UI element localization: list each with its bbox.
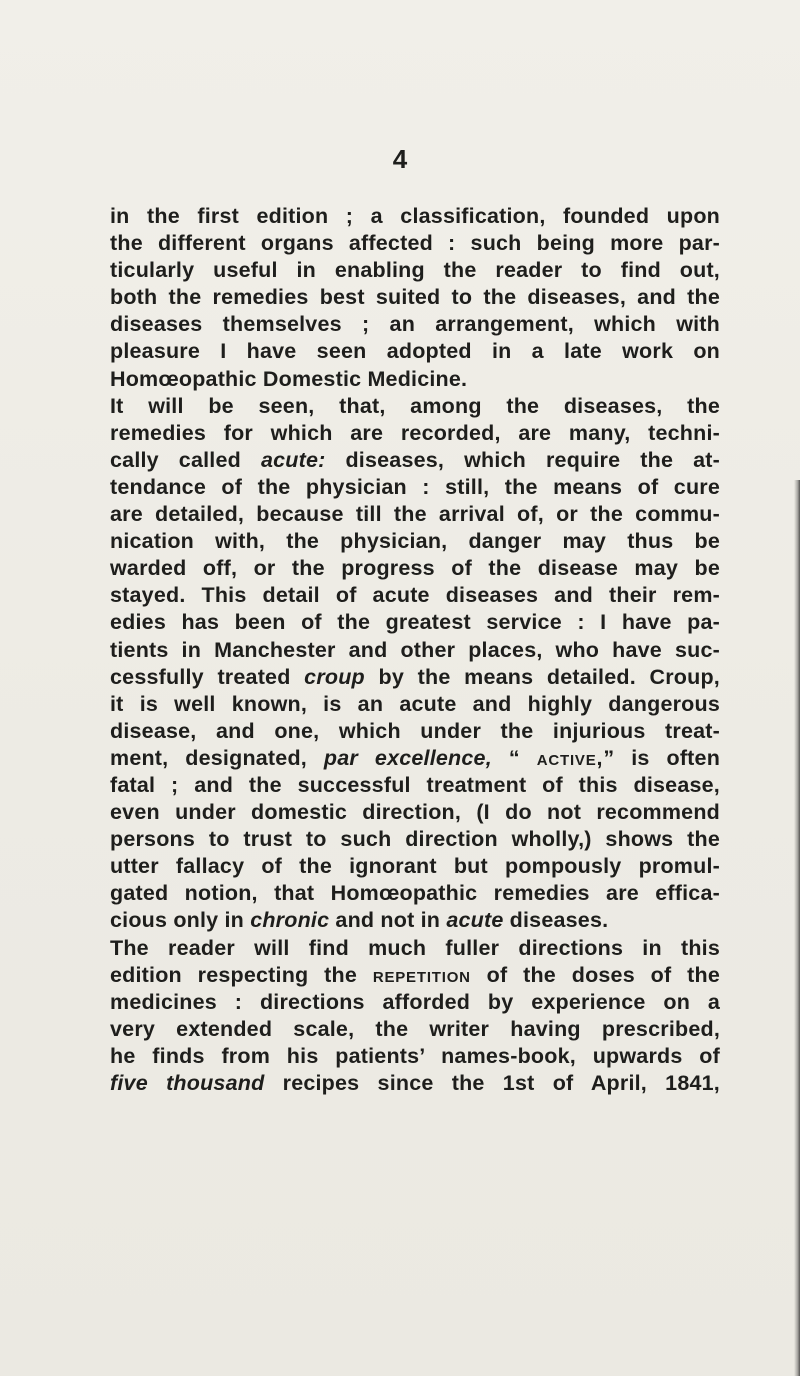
text-line (110, 501, 720, 528)
text-segment: ment, designated, (110, 745, 324, 770)
text-line (110, 880, 720, 907)
text-segment: edies has been of the greatest service : I have pa- (110, 610, 720, 635)
text-segment: ticularly useful in enabling the reader to find out, (110, 258, 720, 283)
text-line (110, 420, 720, 447)
text-segment: in the first edition ; a classification, founded upon (110, 204, 720, 228)
italic-text: acute: (260, 447, 326, 472)
text-line (110, 474, 720, 501)
italic-text: five thousand (110, 1071, 265, 1095)
text-line (110, 366, 720, 393)
text-line (110, 528, 720, 555)
text-line (110, 718, 720, 745)
text-segment: disease, and one, which under the injurious treat- (110, 718, 720, 743)
text-segment: The reader will find much fuller directions in this (110, 935, 720, 960)
text-line (110, 1043, 720, 1070)
text-line (110, 853, 720, 880)
text-segment: cally called (110, 447, 261, 472)
text-line (110, 826, 720, 853)
text-line (110, 284, 720, 311)
body-text (110, 203, 720, 1097)
page-edge-shadow (794, 480, 800, 1376)
text-segment: even under domestic direction, (I do not recommend (110, 800, 720, 825)
text-line (110, 230, 720, 257)
text-line (110, 393, 720, 420)
text-line (110, 203, 720, 230)
text-line (110, 1070, 720, 1097)
text-segment: It will be seen, that, among the diseases, the (110, 393, 720, 418)
text-line (110, 447, 720, 474)
text-line (110, 311, 720, 338)
text-line (110, 582, 720, 609)
text-line (110, 609, 720, 636)
text-segment: remedies for which are recorded, are many, techni- (110, 420, 720, 445)
text-segment: cessfully treated (110, 664, 305, 689)
text-line (110, 989, 720, 1016)
text-segment: he finds from his patients’ names-book, upwards of (110, 1043, 720, 1068)
page-number: 4 (392, 144, 408, 174)
text-segment: it is well known, is an acute and highly dangerous (110, 691, 720, 716)
italic-text: acute (446, 908, 504, 933)
text-segment: Homœopathic Domestic Medicine. (110, 366, 468, 391)
text-line (110, 338, 720, 365)
text-segment: the different organs affected : such being more par- (110, 231, 720, 256)
text-segment: very extended scale, the writer having prescribed, (110, 1016, 720, 1041)
text-segment: and not in (329, 908, 447, 933)
small-caps-text: active, (536, 745, 604, 770)
text-segment: tients in Manchester and other places, who have suc- (110, 637, 720, 662)
text-segment: warded off, or the progress of the disease may be (110, 556, 720, 581)
text-segment: diseases, which require the at- (325, 447, 720, 472)
text-segment: diseases themselves ; an arrangement, which with (110, 312, 720, 337)
text-segment: diseases. (503, 908, 609, 933)
text-segment: ” is often (603, 745, 721, 770)
text-segment: nication with, the physician, danger may thus be (110, 529, 720, 554)
text-line (110, 1016, 720, 1043)
text-line (110, 907, 720, 934)
text-line (110, 772, 720, 799)
text-line (110, 745, 720, 772)
italic-text: chronic (250, 908, 330, 933)
text-segment: medicines : directions afforded by experience on a (110, 989, 720, 1014)
text-segment: both the remedies best suited to the diseases, and the (110, 285, 720, 310)
text-segment: by the means detailed. Croup, (364, 664, 720, 689)
text-segment: utter fallacy of the ignorant but pompously promul- (110, 854, 720, 879)
text-segment: tendance of the physician : still, the means of cure (110, 474, 720, 499)
text-segment: edition respecting the (110, 962, 373, 987)
text-segment: fatal ; and the successful treatment of this disease, (110, 772, 720, 797)
text-line (110, 962, 720, 989)
italic-text: par excellence, (323, 745, 492, 770)
text-segment: cious only in (110, 908, 251, 933)
text-segment: “ (491, 745, 537, 770)
text-segment: recipes since the 1st of April, 1841, (264, 1071, 720, 1095)
text-segment: pleasure I have seen adopted in a late work on (110, 339, 720, 364)
text-line (110, 691, 720, 718)
text-segment: of the doses of the (470, 962, 720, 987)
text-line (110, 257, 720, 284)
text-segment: gated notion, that Homœopathic remedies are effica- (110, 881, 720, 906)
text-line (110, 799, 720, 826)
small-caps-text: repetition (372, 962, 471, 987)
italic-text: croup (304, 664, 365, 689)
text-line (110, 664, 720, 691)
text-segment: persons to trust to such direction wholly,) shows the (110, 827, 720, 852)
text-line (110, 555, 720, 582)
text-line (110, 637, 720, 664)
text-segment: stayed. This detail of acute diseases and their rem- (110, 583, 720, 608)
text-line (110, 935, 720, 962)
text-segment: are detailed, because till the arrival of, or the commu- (110, 502, 720, 527)
